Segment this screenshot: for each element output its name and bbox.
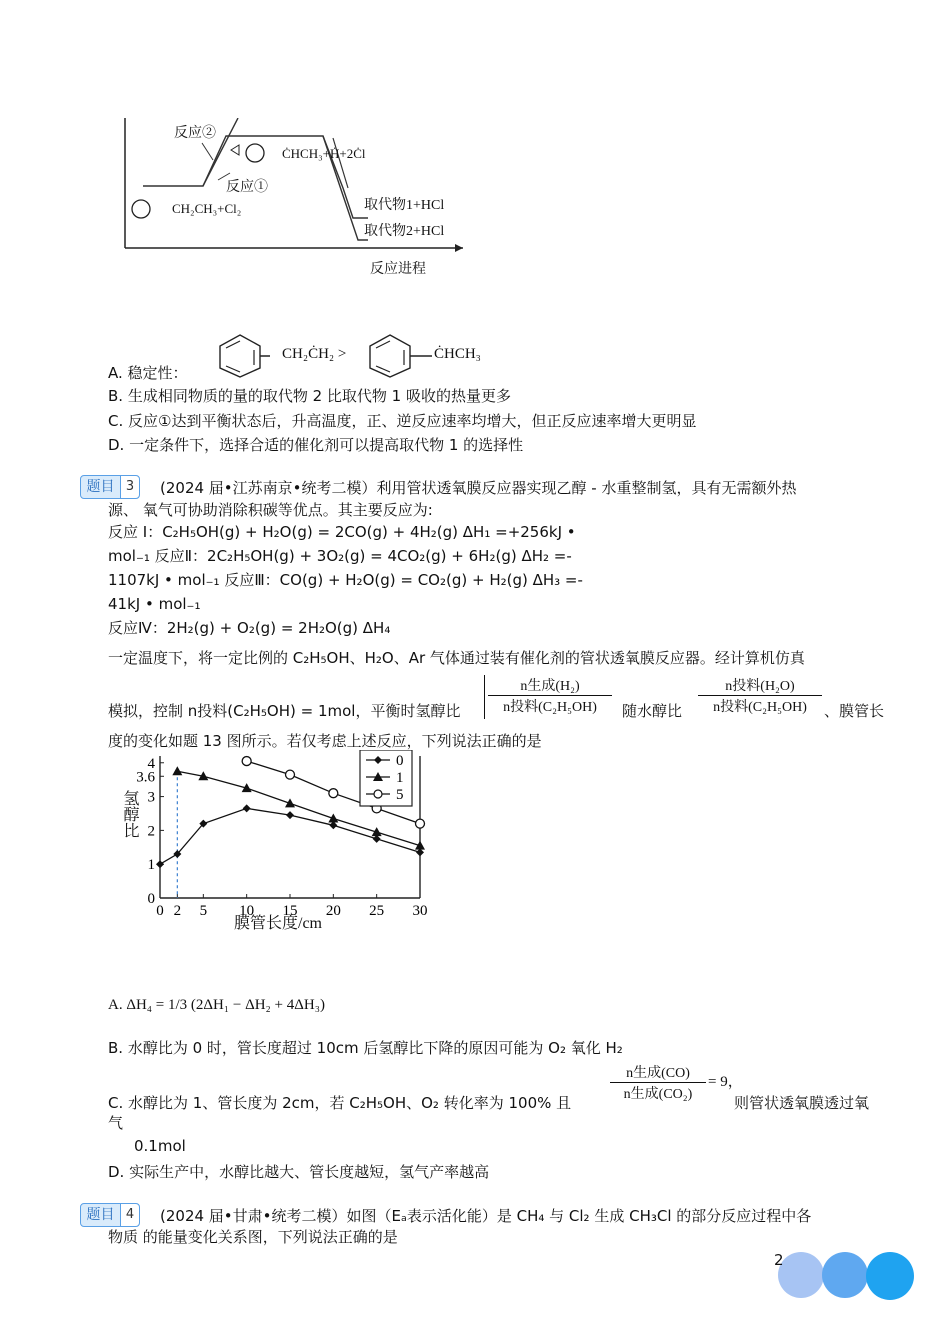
q3-option-c-cont2: 气 bbox=[108, 1114, 124, 1132]
q3-reaction3: 1107kJ • mol₋₁ 反应Ⅲ：CO(g) + H₂O(g) = CO₂(g) + H₂(g) ΔH₃ =- bbox=[108, 571, 583, 589]
q3-c-eq: = 9， bbox=[708, 1074, 743, 1090]
chart-x-tick-label: 20 bbox=[325, 903, 341, 919]
chart-point-series-5 bbox=[416, 819, 425, 828]
question-tag-label: 题目 bbox=[86, 1207, 115, 1223]
q3-option-c-cont: 则管状透氧膜透过氧 bbox=[734, 1094, 870, 1112]
label-p1: 取代物1+HCl bbox=[364, 198, 445, 213]
q4-line2: 物质 的能量变化关系图，下列说法正确的是 bbox=[108, 1228, 398, 1246]
q3-option-c-value: 0.1mol bbox=[134, 1137, 186, 1155]
label-p2: 取代物2+HCl bbox=[364, 224, 445, 239]
chart-x-tick-label: 5 bbox=[199, 903, 208, 919]
frac1-denominator: n投料(C₂H₅OH) bbox=[503, 700, 597, 715]
decor-circle-3 bbox=[866, 1252, 914, 1300]
q3-water-ratio-label: 随水醇比 bbox=[622, 702, 683, 720]
chart-x-tick-label: 30 bbox=[412, 903, 428, 919]
question-number: 3 bbox=[120, 476, 139, 498]
chart-y-tick-label: 3.6 bbox=[136, 769, 155, 786]
benzene-a-right-icon bbox=[360, 332, 440, 378]
question-tag-3 bbox=[80, 475, 140, 499]
q3-sim-text-end: 、膜管长 bbox=[824, 702, 885, 720]
chart-point-series-0 bbox=[243, 804, 251, 812]
arrow-r2 bbox=[202, 143, 213, 160]
q3-reaction4: 反应Ⅳ：2H₂(g) + O₂(g) = 2H₂O(g) ΔH₄ bbox=[108, 619, 391, 637]
q2-option-b: B. 生成相同物质的量的取代物 2 比取代物 1 吸收的热量更多 bbox=[108, 387, 511, 405]
q3-reaction1: 反应 Ⅰ：C₂H₅OH(g) + H₂O(g) = 2CO(g) + 4H₂(g) ΔH₁ =+256kJ • bbox=[108, 523, 576, 541]
chart-point-series-0 bbox=[156, 860, 164, 868]
chart-legend-label-0: 0 bbox=[396, 753, 404, 769]
label-r2: 反应② bbox=[174, 126, 216, 141]
frac1-numerator: n生成(H₂) bbox=[488, 675, 612, 696]
chart-x-tick-label: 2 bbox=[173, 903, 182, 919]
page-number: 2 bbox=[774, 1251, 784, 1269]
benzene-a-left-icon bbox=[210, 332, 270, 378]
q2-a-struct-left: CH₂ĊH₂ > bbox=[282, 346, 347, 362]
chart-y-tick-label: 4 bbox=[147, 755, 155, 772]
frac2-denominator: n投料(C₂H₅OH) bbox=[713, 700, 807, 715]
chart-xlabel: 膜管长度/cm bbox=[234, 915, 322, 932]
chart-point-series-1 bbox=[285, 798, 295, 807]
question-tag-label: 题目 bbox=[86, 479, 115, 495]
chart-point-series-5 bbox=[329, 789, 338, 798]
chart-ylabel: 氢醇比 bbox=[121, 790, 138, 838]
benzene-start-icon bbox=[132, 200, 150, 218]
label-mid: ĊHCH₃+Ḣ+2Ċl bbox=[282, 146, 366, 161]
q2-option-c: C. 反应①达到平衡状态后，升高温度，正、逆反应速率均增大，但正反应速率增大更明显 bbox=[108, 412, 697, 430]
chart-legend-label-1: 1 bbox=[396, 770, 404, 786]
q2-a-struct-right: ĊHCH₃ bbox=[434, 346, 481, 362]
chart-y-tick-label: 1 bbox=[147, 857, 155, 874]
chart-y-tick-label: 3 bbox=[147, 789, 155, 806]
fraction-co-ratio bbox=[610, 1062, 706, 1103]
chart-legend-label-5: 5 bbox=[396, 787, 404, 803]
q3-conditions: 一定温度下，将一定比例的 C₂H₅OH、H₂O、Ar 气体通过装有催化剂的管状透氧膜反应器。经计算机仿真 bbox=[108, 649, 805, 667]
q3-option-c: C. 水醇比为 1、管长度为 2cm，若 C₂H₅OH、O₂ 转化率为 100% 且 bbox=[108, 1094, 572, 1112]
decor-circle-2 bbox=[822, 1252, 868, 1298]
q4-line1: (2024 届•甘肃•统考二模）如图（Eₐ表示活化能）是 CH₄ 与 Cl₂ 生成 CH₃Cl 的部分反应过程中各 bbox=[160, 1207, 812, 1225]
chart-point-series-5 bbox=[242, 757, 251, 766]
fraction-h2-ratio bbox=[488, 675, 612, 716]
chart-legend-marker-5 bbox=[374, 790, 382, 798]
frac2-numerator: n投料(H₂O) bbox=[698, 675, 822, 696]
chart-x-tick-label: 0 bbox=[156, 903, 164, 919]
benzene-mid-icon bbox=[231, 145, 239, 155]
q3-figure-ref: 度的变化如题 13 图所示。若仅考虑上述反应，下列说法正确的是 bbox=[108, 732, 542, 750]
chart-x-tick-label: 15 bbox=[282, 903, 298, 919]
q3-line1: (2024 届•江苏南京•统考二模）利用管状透氧膜反应器实现乙醇 - 水重整制氢，具有无需额外热 bbox=[160, 479, 797, 497]
chart-point-series-0 bbox=[286, 811, 294, 819]
chart-y-tick-label: 2 bbox=[147, 823, 155, 840]
chart-point-series-1 bbox=[328, 814, 338, 823]
question-tag-4 bbox=[80, 1203, 140, 1227]
frac3-numerator: n生成(CO) bbox=[610, 1062, 706, 1083]
chart-y-tick-label: 0 bbox=[147, 891, 155, 907]
chart-x-tick-label: 10 bbox=[239, 903, 255, 919]
label-start: CH₂CH₃+Cl₂ bbox=[172, 201, 242, 216]
chart-point-series-1 bbox=[172, 766, 182, 775]
q2-option-d: D. 一定条件下，选择合适的催化剂可以提高取代物 1 的选择性 bbox=[108, 436, 524, 454]
question-number: 4 bbox=[120, 1204, 139, 1226]
decor-circle-1 bbox=[778, 1252, 824, 1298]
label-xaxis: 反应进程 bbox=[370, 262, 426, 277]
x-axis-arrow bbox=[455, 244, 463, 252]
fraction-water-ratio bbox=[698, 675, 822, 716]
chart-x-tick-label: 25 bbox=[369, 903, 385, 919]
q2-option-a-prefix: A. 稳定性： bbox=[108, 364, 188, 382]
q3-option-d: D. 实际生产中，水醇比越大、管长度越短，氢气产率越高 bbox=[108, 1163, 490, 1181]
chart-legend-box bbox=[360, 750, 412, 806]
chart-point-series-5 bbox=[286, 770, 295, 779]
q3-sim-text: 模拟，控制 n投料(C₂H₅OH) = 1mol，平衡时氢醇比 bbox=[108, 702, 461, 720]
q3-option-a: A. ΔH₄ = 1/3 (2ΔH₁ − ΔH₂ + 4ΔH₃) bbox=[108, 997, 325, 1013]
frac3-denominator: n生成(CO₂) bbox=[623, 1087, 693, 1102]
q3-option-b: B. 水醇比为 0 时，管长度超过 10cm 后氢醇比下降的原因可能为 O₂ 氧化 H₂ bbox=[108, 1039, 623, 1057]
label-r1: 反应① bbox=[226, 180, 268, 195]
q3-reaction2: mol₋₁ 反应Ⅱ：2C₂H₅OH(g) + 3O₂(g) = 4CO₂(g) + 6H₂(g) ΔH₂ =- bbox=[108, 547, 572, 565]
q3-line2: 源、 氧气可协助消除积碳等优点。其主要反应为: bbox=[108, 501, 433, 519]
q3-reaction3-unit: 41kJ • mol₋₁ bbox=[108, 595, 201, 613]
benzene-mid-icon bbox=[246, 144, 264, 162]
